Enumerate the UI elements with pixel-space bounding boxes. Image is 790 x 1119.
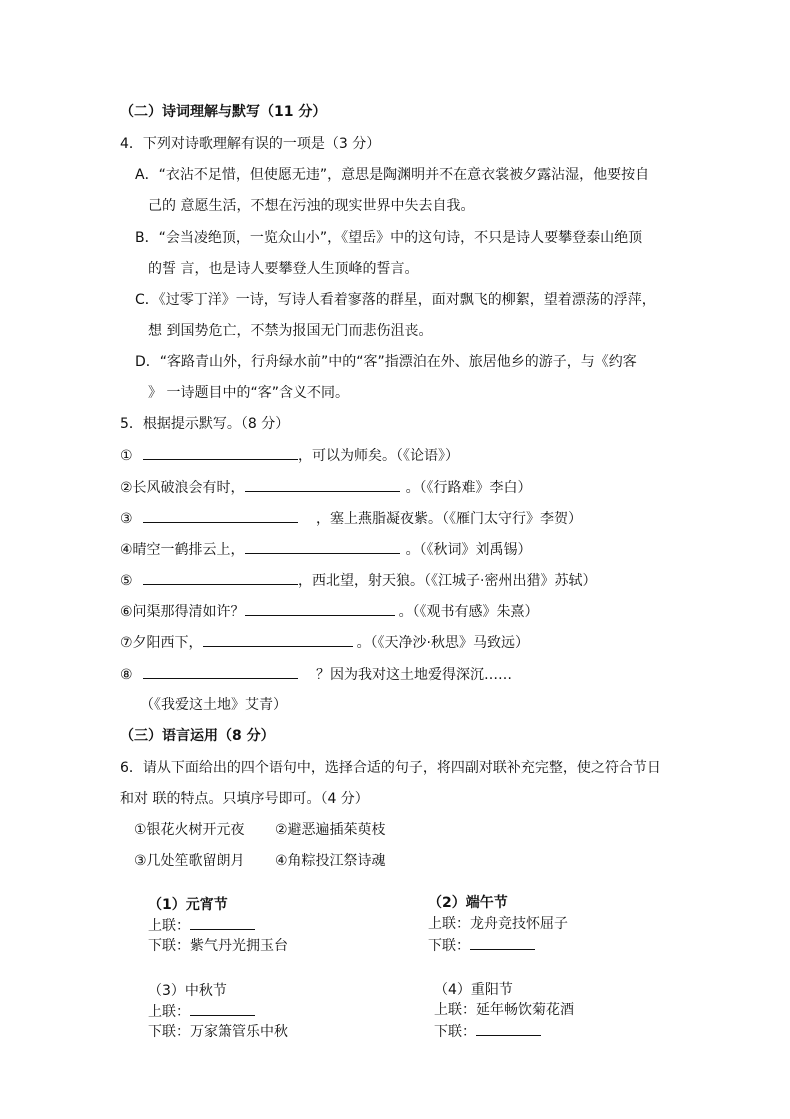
q5-blank-5[interactable] (143, 570, 298, 585)
q5-blank-7[interactable] (203, 632, 353, 647)
q6-option-2: ②避恶遍插茱萸枝 (275, 822, 386, 838)
q5-line-8-source: （《我爱这土地》艾青） (140, 697, 287, 713)
q5-line-8-label: ⑧ (120, 667, 133, 683)
q5-blank-2[interactable] (245, 477, 400, 492)
festival-4-lower (434, 1021, 541, 1042)
festival-2-title: （2）端午节 (428, 895, 508, 911)
q4-option-b-line1: B．“会当凌绝顶，一览众山小”，《望岳》中的这句诗，不只是诗人要攀登泰山绝顶 (135, 230, 643, 246)
q6-option-1: ①银花火树开元夜 (134, 822, 245, 838)
festival-3-upper (148, 1001, 255, 1022)
q5-blank-6[interactable] (245, 601, 395, 616)
q5-line-5 (120, 570, 596, 591)
q4-option-a-line1: A．“衣沾不足惜，但使愿无违”，意思是陶渊明并不在意衣裳被夕露沾湿，他要按自 (135, 167, 650, 183)
festival-1-title: （1）元宵节 (148, 897, 228, 913)
festival-4-lower-label: 下联： (434, 1024, 476, 1040)
festival-2-lower (428, 935, 535, 956)
festival-4-upper: 上联：延年畅饮菊花酒 (434, 1002, 574, 1018)
q6-stem-line1: 6．请从下面给出的四个语句中，选择合适的句子，将四副对联补充完整，使之符合节日 (120, 760, 661, 776)
q6-option-4: ④角粽投江祭诗魂 (275, 853, 386, 869)
festival-3-upper-blank[interactable] (190, 1001, 255, 1016)
q4-stem: 4．下列对诗歌理解有误的一项是（3 分） (120, 136, 381, 152)
festival-3-upper-label: 上联： (148, 1004, 190, 1020)
q5-line-1-text: ，可以为师矣。（《论语》） (298, 448, 460, 464)
festival-3-lower: 下联：万家箫管乐中秋 (148, 1024, 288, 1040)
q5-line-6-text-pre: ⑥问渠那得清如许？ (120, 604, 245, 620)
q5-line-7 (120, 632, 529, 653)
festival-2-lower-label: 下联： (428, 938, 470, 954)
festival-2-upper: 上联：龙舟竞技怀屈子 (428, 916, 568, 932)
q4-option-c-line2: 想 到国势危亡，不禁为报国无门而悲伤沮丧。 (148, 323, 433, 339)
q5-blank-8[interactable] (143, 664, 298, 679)
q5-line-8-text: ？因为我对这土地爱得深沉…… (316, 667, 513, 683)
festival-4-title: （4）重阳节 (434, 982, 513, 998)
q4-option-d-line1: D．“客路青山外，行舟绿水前”中的“客”指漂泊在外、旅居他乡的游子，与《约客 (135, 354, 637, 370)
q5-line-7-text-pre: ⑦夕阳西下， (120, 635, 203, 651)
q5-line-8 (120, 664, 512, 685)
q4-option-a-line2: 己的 意愿生活，不想在污浊的现实世界中失去自我。 (148, 198, 475, 214)
q4-option-d-line2: 》 一诗题目中的“客”含义不同。 (148, 385, 349, 401)
q5-line-6 (120, 601, 539, 622)
q6-stem-line2: 和对 联的特点。只填序号即可。（4 分） (120, 791, 369, 807)
q5-line-4-text-pre: ④晴空一鹤排云上， (120, 542, 245, 558)
festival-4-lower-blank[interactable] (476, 1021, 541, 1036)
q5-line-2-text-pre: ②长风破浪会有时， (120, 480, 245, 496)
q5-line-7-text-post: 。（《天净沙·秋思》马致远） (356, 635, 530, 651)
q5-blank-1[interactable] (143, 445, 298, 460)
festival-1-upper-blank[interactable] (190, 915, 255, 930)
festival-1-upper (148, 915, 255, 936)
festival-3-title: （3）中秋节 (148, 983, 227, 999)
q5-line-1-label: ① (120, 448, 133, 464)
q5-line-3 (120, 508, 582, 529)
section-2-heading: （二）诗词理解与默写（11 分） (120, 104, 327, 120)
q5-line-2-text-post: 。（《行路难》李白） (405, 480, 532, 496)
q5-stem: 5．根据提示默写。（8 分） (120, 416, 290, 432)
q5-line-3-label: ③ (120, 511, 133, 527)
festival-2-lower-blank[interactable] (470, 935, 535, 950)
q6-option-3: ③几处笙歌留朗月 (134, 853, 245, 869)
q5-line-3-text: ，塞上燕脂凝夜紫。（《雁门太守行》李贺） (316, 511, 583, 527)
section-3-heading: （三）语言运用（8 分） (120, 728, 275, 744)
q4-option-b-line2: 的誓 言，也是诗人要攀登人生顶峰的誓言。 (148, 261, 419, 277)
q5-blank-4[interactable] (245, 539, 400, 554)
q5-line-2 (120, 477, 532, 498)
q5-line-6-text-post: 。（《观书有感》朱熹） (398, 604, 539, 620)
q5-line-5-label: ⑤ (120, 573, 133, 589)
q5-line-4 (120, 539, 532, 560)
q5-blank-3[interactable] (143, 508, 298, 523)
festival-1-upper-label: 上联： (148, 918, 190, 934)
q5-line-1 (120, 445, 459, 466)
q4-option-c-line1: C．《过零丁洋》一诗，写诗人看着寥落的群星，面对飘飞的柳絮，望着漂荡的浮萍， (135, 292, 656, 308)
q5-line-4-text-post: 。（《秋词》刘禹锡） (405, 542, 532, 558)
festival-1-lower: 下联：紫气丹光拥玉台 (148, 938, 288, 954)
q5-line-5-text: ，西北望，射天狼。（《江城子·密州出猎》苏轼） (298, 573, 597, 589)
